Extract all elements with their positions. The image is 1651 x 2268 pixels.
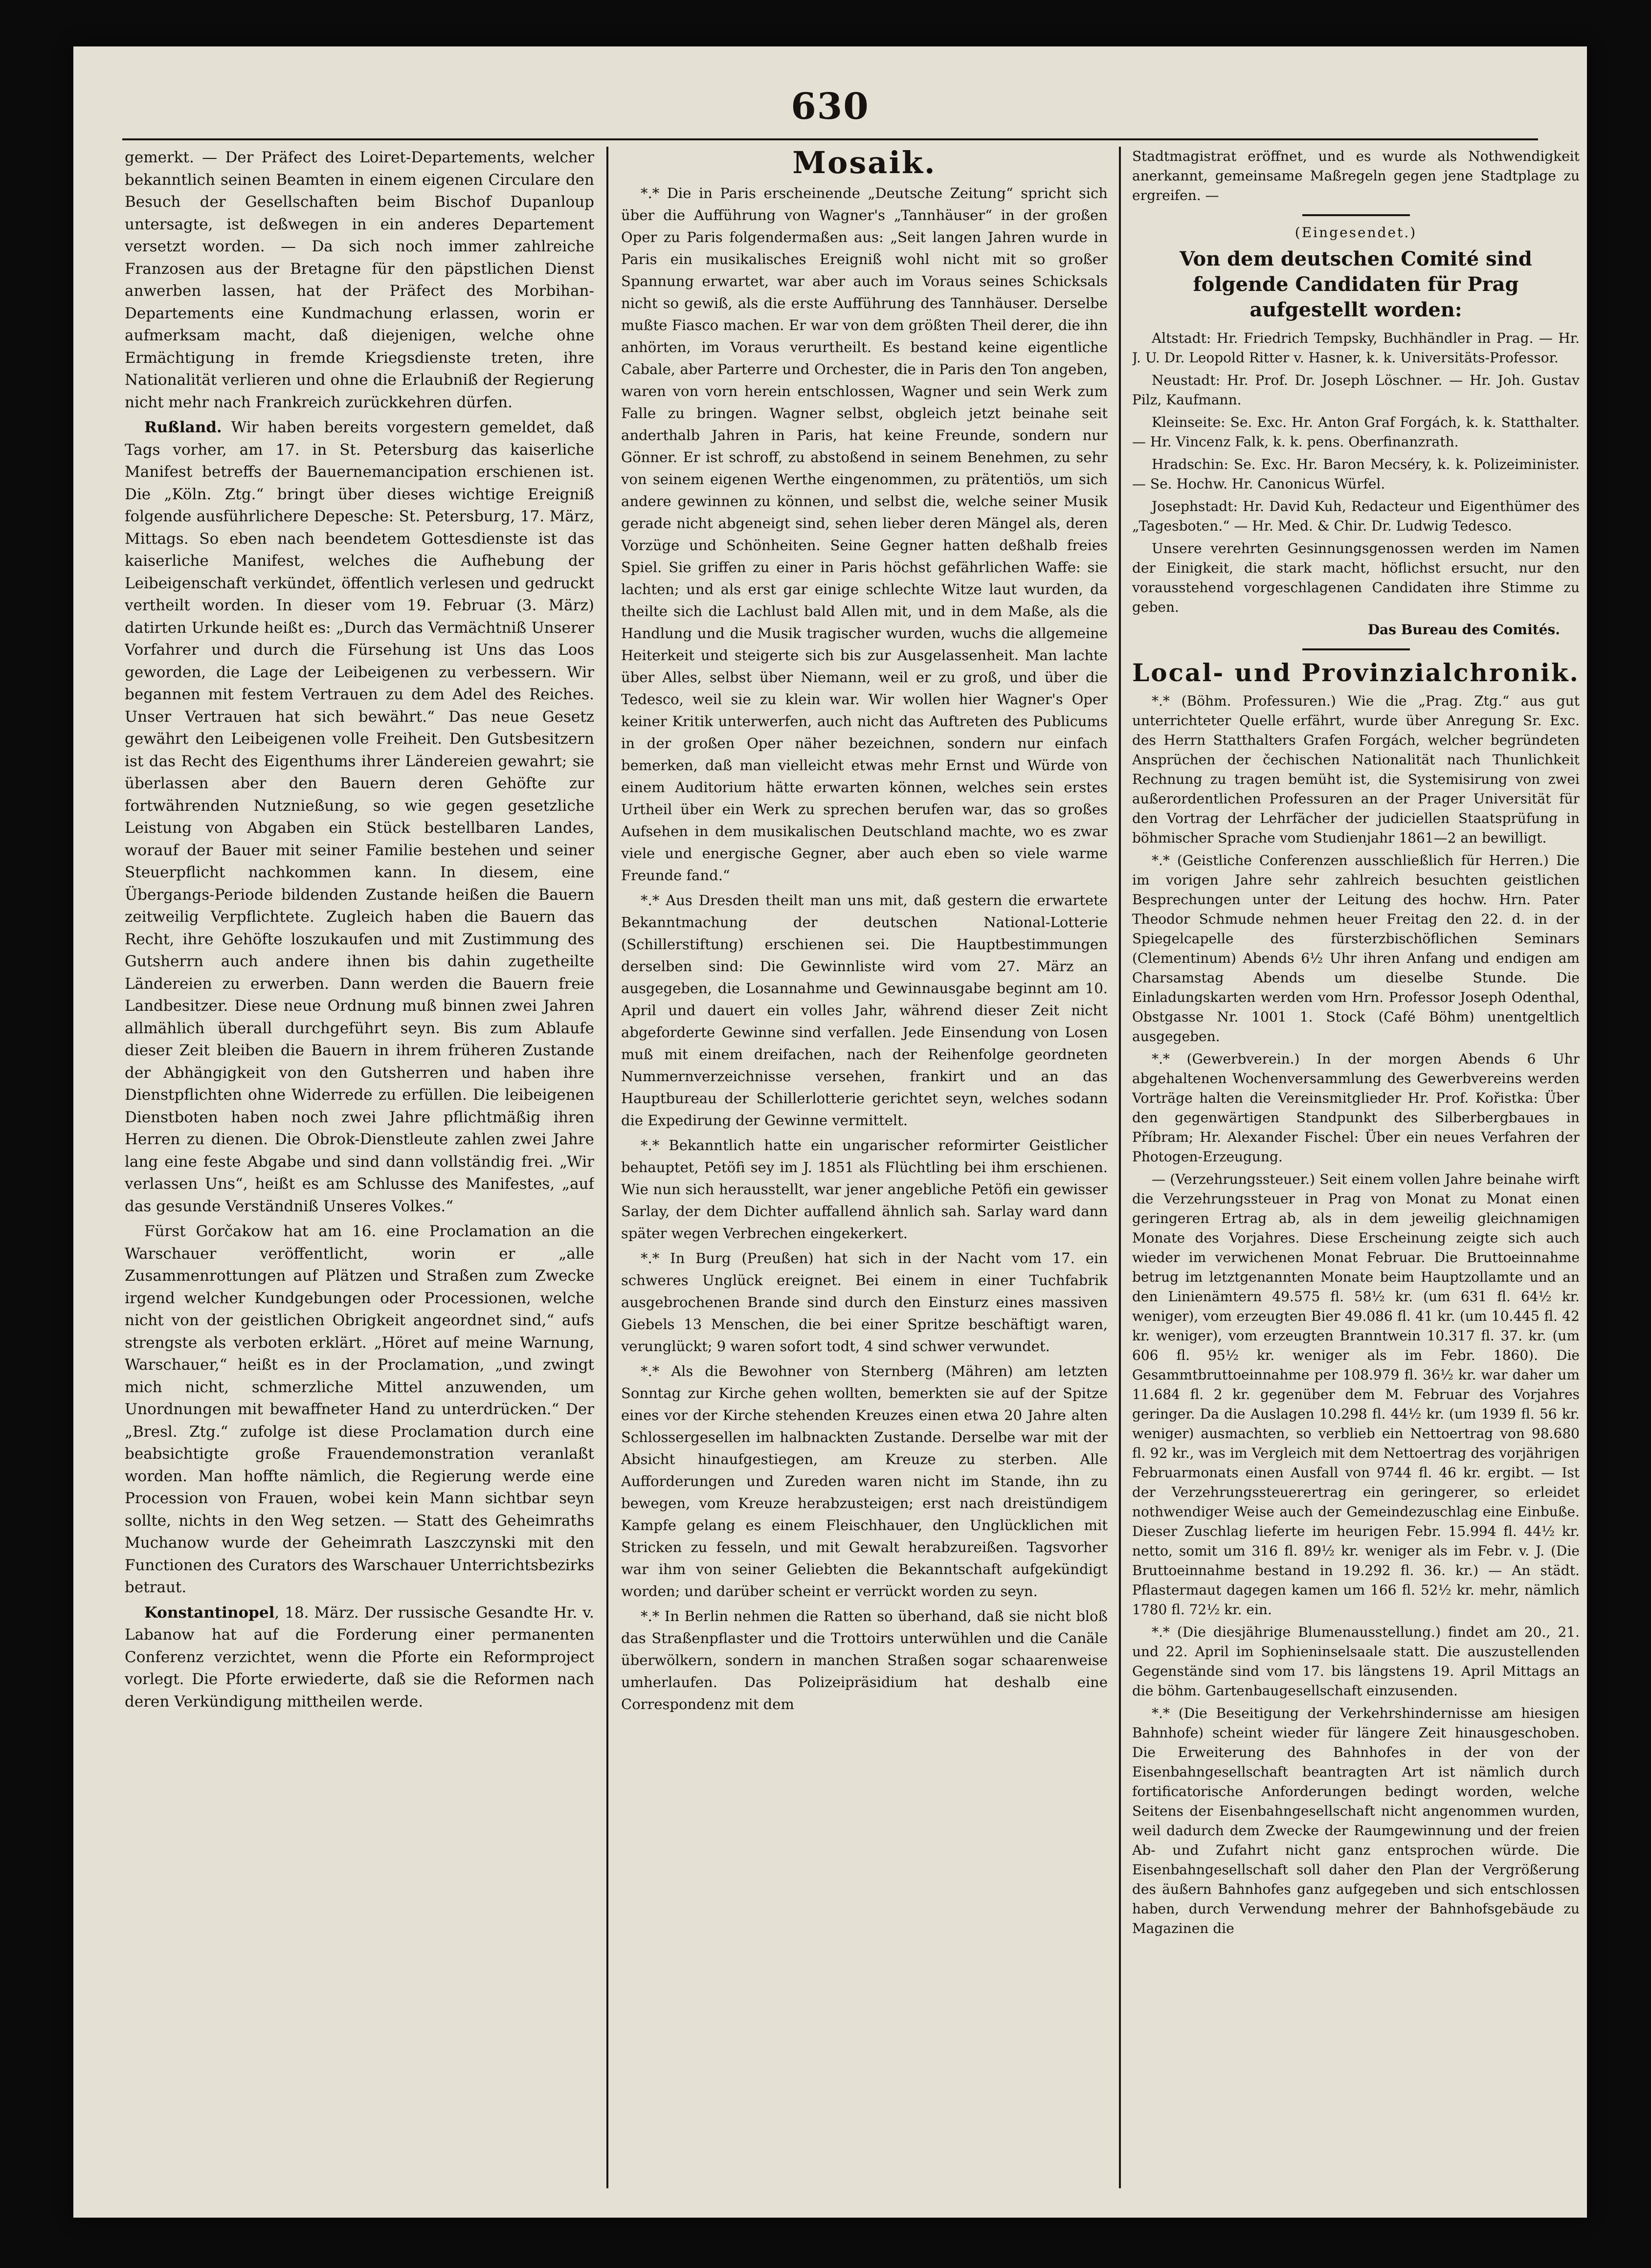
appeal-paragraph: Unsere verehrten Gesinnungsgenossen werden im Namen der Einigkeit, die stark macht, höflichst ersucht, nur den vorausstehend vorgeschlagenen Candidaten ihre Stimme zu geben. <box>1132 540 1580 615</box>
article-russland <box>125 417 594 1218</box>
column-divider-2 <box>1119 147 1121 2188</box>
article-text: , 18. März. Der russische Gesandte Hr. v. Labanow hat auf die Forderung einer permanenten Conferenz verzichtet, wenn die Pforte ein Reformproject vorlegt. Die Pforte erwiederte, daß sie die Reformen nach deren Verkündigung mittheilen werde. <box>125 1603 594 1711</box>
article-paragraph: *.* (Böhm. Professuren.) Wie die „Prag. Ztg.“ aus gut unterrichteter Quelle erfährt, wurde über Anregung Sr. Exc. des Herrn Statthalters Grafen Forgách, welcher begründeten Ansprüchen der čechischen Nationalität nach Thunlichkeit Rechnung zu tragen bemüht ist, die Systemisirung von zwei außerordentlichen Professuren an der Prager Universität für den Vortrag der Lehrfächer der judiciellen Staatsprüfung in böhmischer Sprache vom Studienjahr 1861—2 an bewilligt. <box>1132 693 1580 846</box>
article-paragraph: *.* (Die Beseitigung der Verkehrshindernisse am hiesigen Bahnhofe) scheint wieder für längere Zeit hinausgeschoben. Die Erweiterung des Bahnhofes in der von der Eisenbahngesellschaft beantragten Art ist nämlich durch fortificatorische Anforderungen bedingt worden, welche Seitens der Eisenbahngesellschaft nicht angenommen wurden, weil dadurch dem Zwecke der Raumgewinnung und der freien Ab- und Zufahrt nicht ganz entsprochen würde. Die Eisenbahngesellschaft soll daher den Plan der Vergrößerung des äußern Bahnhofes ganz aufgegeben und sich entschlossen haben, durch Verwendung mehrer der Bahnhofsgebäude zu Magazinen die <box>1132 1705 1580 1936</box>
header-rule <box>122 138 1538 140</box>
article-paragraph: *.* Bekanntlich hatte ein ungarischer reformirter Geistlicher behauptet, Petöfi sey im J. 1851 als Flüchtling bei ihm erschienen. Wie nun sich herausstellt, war jener angebliche Petöfi ein gewisser Sarlay, der dem Dichter auffallend ähnlich sah. Sarlay ward dann später wegen Verbrechen eingekerkert. <box>621 1137 1108 1242</box>
candidate-entry: Neustadt: Hr. Prof. Dr. Joseph Löschner. — Hr. Joh. Gustav Pilz, Kaufmann. <box>1132 372 1580 408</box>
article-paragraph: *.* (Geistliche Conferenzen ausschließlich für Herren.) Die im vorigen Jahre sehr zahlreich besuchten geistlichen Besprechungen unter der Leitung des hochw. Hrn. Pater Theodor Schmude nehmen heuer Freitag den 22. d. in der Spiegelcapelle des fürsterzbischöflichen Seminars (Clementinum) Abends 6½ Uhr ihren Anfang und endigen am Charsamstag Abends um dieselbe Stunde. Die Einladungskarten werden vom Hrn. Professor Joseph Odenthal, Obstgasse Nr. 1001 1. Stock (Café Böhm) unentgeltlich ausgegeben. <box>1132 852 1580 1045</box>
candidate-entry: Josephstadt: Hr. David Kuh, Redacteur und Eigenthümer des „Tagesboten.“ — Hr. Med. & Chir. Dr. Ludwig Tedesco. <box>1132 498 1580 534</box>
article-paragraph: *.* (Die diesjährige Blumenausstellung.) findet am 20., 21. und 22. April im Sophieninselsaale statt. Die auszustellenden Gegenstände sind vom 17. bis längstens 19. April Mittags an die böhm. Gartenbaugesellschaft einzusenden. <box>1132 1624 1580 1699</box>
column-3 <box>1132 147 1580 2176</box>
candidate-entry: Hradschin: Se. Exc. Hr. Baron Mecséry, k. k. Polizeiminister. — Se. Hochw. Hr. Canonicus Würfel. <box>1132 456 1580 492</box>
candidate-entry: Altstadt: Hr. Friedrich Tempsky, Buchhändler in Prag. — Hr. J. U. Dr. Leopold Ritter v. Hasner, k. k. Universitäts-Professor. <box>1132 330 1580 366</box>
candidate-entry: Kleinseite: Se. Exc. Hr. Anton Graf Forgách, k. k. Statthalter. — Hr. Vincenz Falk, k. k. pens. Oberfinanzrath. <box>1132 414 1580 450</box>
article-paragraph: — (Verzehrungssteuer.) Seit einem vollen Jahre beinahe wirft die Verzehrungssteuer in Prag von Monat zu Monat einen geringeren Ertrag ab, als in dem jeweilig gleichnamigen Monate des Vorjahres. Diese Erscheinung zeigte sich auch wieder im verwichenen Monat Februar. Die Bruttoeinnahme betrug im letztgenannten Monate beim Hauptzollamte und an den Linienämtern 49.575 fl. 58½ kr. (um 631 fl. 64½ kr. weniger), vom erzeugten Bier 49.086 fl. 41 kr. (um 10.445 fl. 42 kr. weniger), vom erzeugten Branntwein 10.317 fl. 37. kr. (um 606 fl. 95½ kr. weniger als im Febr. 1860). Die Gesammtbruttoeinnahme per 108.979 fl. 36½ kr. war daher um 11.684 fl. 2 kr. gegenüber dem M. Februar des Vorjahres geringer. Da die Auslagen 10.298 fl. 44½ kr. (um 1939 fl. 56 kr. weniger) ausmachten, so verblieb ein Nettoertrag von 98.680 fl. 92 kr., was im Vergleich mit dem Nettoertrag des vorjährigen Februarmonats einen Ausfall von 9744 fl. 46 kr. ergibt. — Ist der Verzehrungssteuerertrag ein geringerer, so erleidet nothwendiger Weise auch der Gemeindezuschlag eine Einbuße. Dieser Zuschlag lieferte im heurigen Febr. 15.994 fl. 44½ kr. netto, somit um 316 fl. 89½ kr. weniger als im Febr. v. J. (Die Bruttoeinnahme bestand in 19.292 fl. 36. kr.) — An städt. Pflastermaut dagegen kamen um 166 fl. 52½ kr. mehr, nämlich 1780 fl. 72½ kr. ein. <box>1132 1171 1580 1618</box>
article-text: Wir haben bereits vorgestern gemeldet, daß Tags vorher, am 17. in St. Petersburg das kaiserliche Manifest betreffs der Bauernemancipation erschienen ist. Die „Köln. Ztg.“ bringt über dieses wichtige Ereigniß folgende ausführlichere Depesche: St. Petersburg, 17. März, Mittags. So eben nach beendetem Gottesdienste ist das kaiserliche Manifest, welches die Aufhebung der Leibeigenschaft verkündet, öffentlich verlesen und gedruckt vertheilt worden. In dieser vom 19. Februar (3. März) datirten Urkunde heißt es: „Durch das Vermächtniß Unserer Vorfahrer und durch die Fürsehung ist Uns das Loos geworden, die Lage der Leibeigenen zu verbessern. Wir begannen mit festem Vertrauen zu dem Adel des Reiches. Unser Vertrauen hat sich bewährt.“ Das neue Gesetz gewährt den Leibeigenen volle Freiheit. Den Gutsbesitzern ist das Recht des Eigenthums ihrer Ländereien gewahrt; sie überlassen aber den Bauern deren Gehöfte zur fortwährenden Nutznießung, so wie gegen gesetzliche Leistung von Abgaben ein Stück bestellbaren Landes, worauf der Bauer mit seiner Familie bestehen und seiner Steuerpflicht nachkommen kann. In diesem, eine Übergangs-Periode bildenden Zustande heißen die Bauern zeitweilig Verpflichtete. Zugleich haben die Bauern das Recht, ihre Gehöfte loszukaufen und mit Zustimmung des Gutsherrn auch andere ihnen bis dahin zugetheilte Ländereien zu erwerben. Dann werden die Bauern freie Landbesitzer. Diese neue Ordnung muß binnen zwei Jahren allmählich überall durchgeführt seyn. Bis zum Ablaufe dieser Zeit bleiben die Bauern in ihrem früheren Zustande der Abhängigkeit von den Gutsherren und haben ihre Dienstpflichten ohne Widerrede zu erfüllen. Die leibeigenen Dienstboten haben noch zwei Jahre pflichtmäßig ihren Herren zu dienen. Die Obrok-Dienstleute zahlen zwei Jahre lang eine feste Abgabe und sind dann vollständig frei. „Wir verlassen Uns“, heißt es am Schlusse des Manifestes, „auf das gesunde Verständniß Unseres Volkes.“ <box>125 419 594 1215</box>
section-divider <box>1302 648 1410 650</box>
page-number: 630 <box>791 86 870 128</box>
article-lead: Rußland. <box>144 419 222 436</box>
column-2 <box>621 147 1108 2176</box>
eingesendet-label: (Eingesendet.) <box>1294 224 1417 241</box>
candidates-headline: Von dem deutschen Comité sind folgende Candidaten für Prag aufgestellt worden: <box>1180 247 1532 321</box>
article-paragraph: *.* In Burg (Preußen) hat sich in der Nacht vom 17. ein schweres Unglück ereignet. Bei einem in einer Tuchfabrik ausgebrochenen Brande sind durch den Einsturz eines massiven Giebels 13 Menschen, die bei einer Spritze beschäftigt waren, verunglückt; 9 waren sofort todt, 4 sind schwer verwundet. <box>621 1250 1108 1355</box>
article-paragraph: gemerkt. — Der Präfect des Loiret-Departements, welcher bekanntlich seinen Beamten in einem eigenen Circulare den Besuch der Gesellschaften beim Bischof Dupanloup untersagte, ist deßwegen in ein anderes Departement versetzt worden. — Da sich noch immer zahlreiche Franzosen aus der Bretagne für den päpstlichen Dienst anwerben lassen, hat der Präfect des Morbihan-Departements eine Kundmachung erlassen, worin er aufmerksam macht, daß diejenigen, welche ohne Ermächtigung in fremde Kriegsdienste treten, ihre Nationalität verlieren und ohne die Erlaubniß der Regierung nicht mehr nach Frankreich zurückkehren dürfen. <box>125 149 594 411</box>
section-title-mosaik: Mosaik. <box>792 147 937 180</box>
column-1 <box>125 147 594 2176</box>
article-konstantinopel <box>125 1602 594 1713</box>
article-paragraph: *.* Aus Dresden theilt man uns mit, daß gestern die erwartete Bekanntmachung der deutschen National-Lotterie (Schillerstiftung) erschienen sei. Die Hauptbestimmungen derselben sind: Die Gewinnliste wird vom 27. März an ausgegeben, die Losannahme und Gewinnausgabe beginnt am 10. April und dauert ein volles Jahr, während dieser Zeit nicht abgeforderte Gewinne sind verfallen. Jede Einsendung von Losen muß mit einem dreifachen, nach der Reihenfolge geordneten Nummernverzeichnisse versehen, frankirt und an das Hauptbureau der Schillerlotterie gerichtet seyn, welches sodann die Expedirung der Gewinne vermittelt. <box>621 892 1108 1129</box>
article-paragraph: *.* Die in Paris erscheinende „Deutsche Zeitung“ spricht sich über die Aufführung von Wagner's „Tannhäuser“ in der großen Oper zu Paris folgendermaßen aus: „Seit langen Jahren wurde in Paris ein musikalisches Ereigniß wohl nicht mit so großer Spannung erwartet, war aber auch im Voraus seines Schicksals nicht so gewiß, als die erste Aufführung des Tannhäuser. Derselbe mußte Fiasco machen. Er war von dem größten Theil derer, die ihn anhörten, im Voraus verurtheilt. Es bestand keine eigentliche Cabale, aber Parterre und Orchester, die in Paris den Ton angeben, waren von vorn herein entschlossen, Wagner und sein Werk zum Falle zu bringen. Wagner selbst, obgleich jetzt beinahe seit anderthalb Jahren in Paris, hat keine Freunde, sondern nur Gönner. Er ist schroff, zu abstoßend in seinem Benehmen, zu sehr von seinem eigenen Werthe eingenommen, zu prätentiös, um sich andere gewinnen zu können, und selbst die, welche seiner Musik gerade nicht abgeneigt sind, sehen lieber deren Mängel als, deren Vorzüge und Schönheiten. Seine Gegner hatten deßhalb freies Spiel. Sie griffen zu einer in Paris höchst gefährlichen Waffe: sie lachten; und als erst gar einige schlechte Witze laut wurden, da theilte sich die Lachlust bald Allen mit, und in dem Maße, als die Handlung und die Musik tragischer wurden, wuchs die allgemeine Heiterkeit und steigerte sich bis zur Ausgelassenheit. Man lachte über Alles, selbst über Niemann, weil er zu groß, und über die Tedesco, weil sie zu klein war. Wir wollen hier Wagner's Oper keiner Kritik unterwerfen, auch nicht das Auftreten des Publicums in der großen Oper näher bezeichnen, sondern nur einfach bemerken, daß man vielleicht etwas mehr Ernst und Würde von einem Auditorium hätte erwarten können, welches sein erstes Urtheil über ein Werk zu sprechen berufen war, das so großes Aufsehen in dem musikalischen Deutschland machte, wo es zwar viele und energische Gegner, aber auch eben so viele warme Freunde fand.“ <box>621 185 1108 884</box>
signature: Das Bureau des Comités. <box>1367 622 1560 638</box>
article-paragraph: Stadtmagistrat eröffnet, und es wurde als Nothwendigkeit anerkannt, gemeinsame Maßregeln gegen jene Stadtplage zu ergreifen. — <box>1132 148 1580 203</box>
article-lead: Konstantinopel <box>144 1603 275 1622</box>
newspaper-page <box>73 46 1587 2218</box>
column-divider-1 <box>606 147 608 2188</box>
article-paragraph: *.* (Gewerbverein.) In der morgen Abends 6 Uhr abgehaltenen Wochenversammlung des Gewerbvereins werden Vorträge halten die Vereinsmitglieder Hr. Prof. Kořistka: Über den gegenwärtigen Standpunkt des Silberbergbaues in Příbram; Hr. Alexander Fischel: Über ein neues Verfahren der Photogen-Erzeugung. <box>1132 1051 1580 1165</box>
section-divider <box>1302 214 1410 216</box>
article-paragraph: *.* In Berlin nehmen die Ratten so überhand, daß sie nicht bloß das Straßenpflaster und die Trottoirs unterwühlen und die Canäle überwölkern, sondern in manchen Straßen sogar schaarenweise umherlaufen. Das Polizeipräsidium hat deshalb eine Correspondenz mit dem <box>621 1608 1108 1712</box>
article-paragraph: *.* Als die Bewohner von Sternberg (Mähren) am letzten Sonntag zur Kirche gehen wollten, bemerkten sie auf der Spitze eines vor der Kirche stehenden Kreuzes einen etwa 20 Jahre alten Schlossergesellen im halbnackten Zustande. Derselbe war mit der Absicht hinaufgestiegen, am Kreuze zu sterben. Alle Aufforderungen und Zureden waren nicht im Stande, ihn zu bewegen, vom Kreuze herabzusteigen; erst nach dreistündigem Kampfe gelang es einem Fleischhauer, den Unglücklichen mit Stricken zu fesseln, und mit Gewalt herabzureißen. Tagsvorher war ihm von seiner Geliebten die Bekanntschaft aufgekündigt worden; und darüber scheint er verrückt worden zu seyn. <box>621 1363 1108 1600</box>
article-paragraph: Fürst Gorčakow hat am 16. eine Proclamation an die Warschauer veröffentlicht, worin er „alle Zusammenrottungen auf Plätzen und Straßen zum Zwecke irgend welcher Kundgebungen oder Processionen, welche nicht von der geistlichen Obrigkeit angeordnet sind,“ aufs strengste als verboten erklärt. „Höret auf meine Warnung, Warschauer,“ heißt es in der Proclamation, „und zwingt mich nicht, schmerzliche Mittel anzuwenden, um Unordnungen mit bewaffneter Hand zu unterdrücken.“ Der „Bresl. Ztg.“ zufolge ist diese Proclamation durch eine beabsichtigte große Frauendemonstration veranlaßt worden. Man hoffte nämlich, die Regierung werde eine Procession von Frauen, wobei kein Mann sichtbar seyn sollte, nichts in den Weg setzen. — Statt des Geheimraths Muchanow wurde der Geheimrath Laszczynski mit den Functionen des Curators des Warschauer Unterrichtsbezirks betraut. <box>125 1223 594 1596</box>
section-title-chronik: Local- und Provinzialchronik. <box>1132 658 1580 687</box>
